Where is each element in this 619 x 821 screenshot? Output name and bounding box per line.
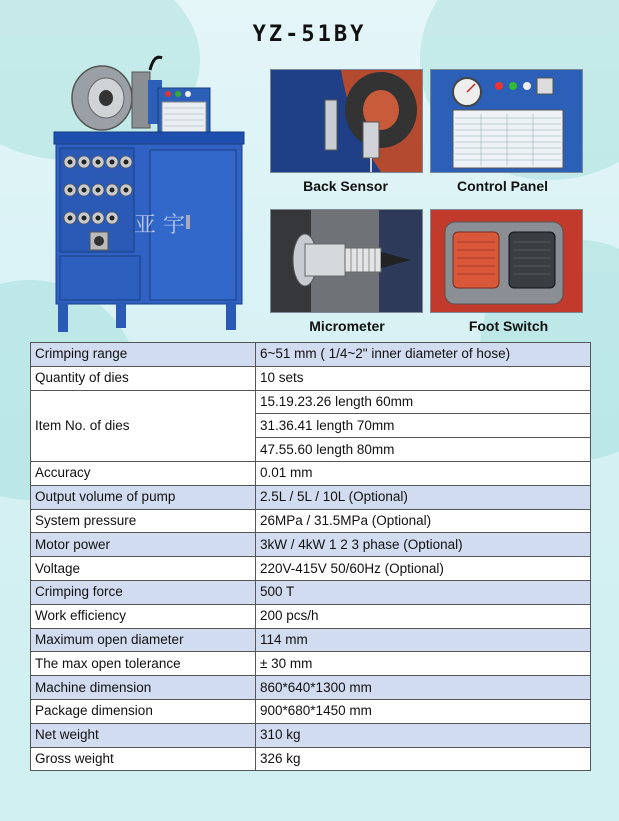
spec-value: 220V-415V 50/60Hz (Optional)	[256, 557, 591, 581]
table-row	[31, 485, 591, 509]
machine-image	[50, 50, 250, 335]
spec-value: 10 sets	[256, 366, 591, 390]
table-row	[31, 699, 591, 723]
micrometer-photo	[270, 209, 423, 313]
spec-value: 2.5L / 5L / 10L (Optional)	[256, 485, 591, 509]
spec-label: The max open tolerance	[31, 652, 256, 676]
spec-value: 500 T	[256, 580, 591, 604]
spec-label: Crimping force	[31, 580, 256, 604]
table-row	[31, 652, 591, 676]
table-row	[31, 366, 591, 390]
spec-value: 26MPa / 31.5MPa (Optional)	[256, 509, 591, 533]
table-row	[31, 580, 591, 604]
spec-label: Output volume of pump	[31, 485, 256, 509]
table-row	[31, 747, 591, 771]
control-panel-photo	[430, 69, 583, 173]
spec-table	[30, 342, 591, 771]
spec-label: Accuracy	[31, 461, 256, 485]
spec-value: 860*640*1300 mm	[256, 676, 591, 700]
micrometer-caption: Micrometer	[309, 318, 385, 334]
spec-value: 0.01 mm	[256, 461, 591, 485]
spec-label: Voltage	[31, 557, 256, 581]
spec-value: 6~51 mm ( 1/4~2" inner diameter of hose)	[256, 343, 591, 367]
spec-label: Item No. of dies	[31, 390, 256, 461]
control-panel-caption: Control Panel	[456, 178, 548, 194]
spec-label: Net weight	[31, 723, 256, 747]
spec-value: 114 mm	[256, 628, 591, 652]
spec-value: 326 kg	[256, 747, 591, 771]
spec-value: 310 kg	[256, 723, 591, 747]
table-row	[31, 461, 591, 485]
spec-value: 15.19.23.26 length 60mm	[256, 390, 591, 414]
table-row	[31, 628, 591, 652]
table-row	[31, 723, 591, 747]
page-title: YZ-51BY	[252, 22, 367, 47]
spec-label: Work efficiency	[31, 604, 256, 628]
foot-switch-photo	[430, 209, 583, 313]
brand-watermark: 亚 宇	[134, 213, 185, 238]
table-row	[31, 604, 591, 628]
spec-label: Machine dimension	[31, 676, 256, 700]
spec-value: 31.36.41 length 70mm	[256, 414, 591, 438]
table-row	[31, 533, 591, 557]
spec-label: Package dimension	[31, 699, 256, 723]
table-row	[31, 390, 591, 414]
table-row	[31, 557, 591, 581]
foot-switch-caption: Foot Switch	[468, 318, 549, 334]
spec-label: Maximum open diameter	[31, 628, 256, 652]
spec-value: 3kW / 4kW 1 2 3 phase (Optional)	[256, 533, 591, 557]
table-row	[31, 509, 591, 533]
spec-value: ± 30 mm	[256, 652, 591, 676]
spec-value: 900*680*1450 mm	[256, 699, 591, 723]
spec-value: 47.55.60 length 80mm	[256, 438, 591, 462]
table-row	[31, 676, 591, 700]
back-sensor-photo	[270, 69, 423, 173]
spec-value: 200 pcs/h	[256, 604, 591, 628]
spec-label: Motor power	[31, 533, 256, 557]
table-row	[31, 343, 591, 367]
spec-label: Quantity of dies	[31, 366, 256, 390]
spec-label: Crimping range	[31, 343, 256, 367]
spec-label: Gross weight	[31, 747, 256, 771]
back-sensor-caption: Back Sensor	[303, 178, 388, 194]
spec-label: System pressure	[31, 509, 256, 533]
